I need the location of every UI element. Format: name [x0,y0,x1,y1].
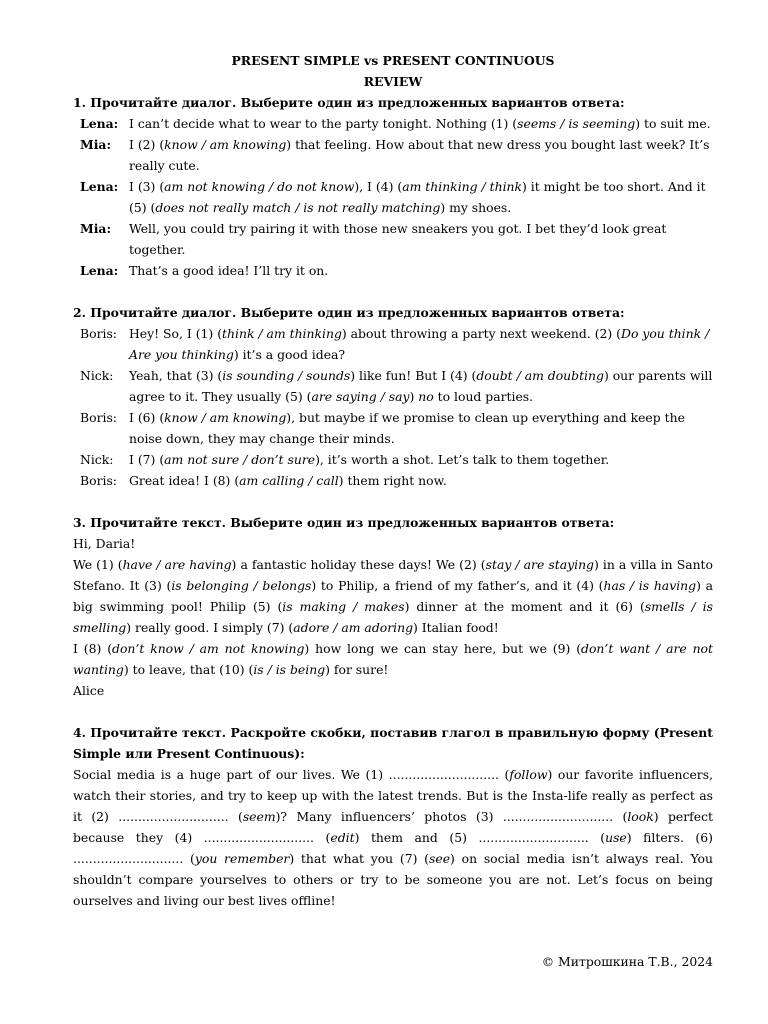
answer-options: follow [509,767,548,782]
answer-options: smells / is smelling [73,599,713,635]
answer-options: does not really match / is not really matching [155,200,441,215]
dialog-line [73,323,713,365]
text-fragment: I (7) ( [129,452,165,467]
text-fragment: ) for sure! [325,662,389,677]
exercise-3-heading: 3. Прочитайте текст. Выберите один из предложенных вариантов ответа: [73,515,615,530]
page-title: PRESENT SIMPLE vs PRESENT CONTINUOUS [231,53,555,68]
exercise-2-dialog [73,323,713,491]
text-fragment: ) them and (5) ............................ ( [354,830,606,845]
text-fragment: ) it’s a good idea? [233,347,346,362]
answer-options: is belonging / belongs [171,578,312,593]
text-fragment: ) in a villa in Santo Stefano. It (3) ( [73,557,713,593]
text-fragment: ) to Philip, a friend of my father’s, and it (4) ( [311,578,604,593]
text-fragment: ) to leave, that (10) ( [123,662,254,677]
answer-options: think / am thinking [222,326,342,341]
speaker-name: Lena: [80,179,119,194]
dialog-text [129,113,713,134]
dialog-text [129,470,713,491]
text-fragment: ) to suit me. [635,116,711,131]
dialog-text [129,365,713,407]
text-fragment: ) like fun! But I (4) ( [350,368,477,383]
text-fragment: ) it might be too short. And it (5) ( [129,179,706,215]
answer-options: don’t want / are not wanting [73,641,713,677]
dialog-text [129,260,713,281]
answer-options: stay / are staying [485,557,594,572]
answer-options: don’t know / am not knowing [112,641,305,656]
text-fragment: ) really good. I simply (7) ( [126,620,294,635]
exercise-2-heading: 2. Прочитайте диалог. Выберите один из предложенных вариантов ответа: [73,305,625,320]
text-fragment: ), I (4) ( [354,179,403,194]
dialog-text [129,134,713,176]
answer-options: is / is being [253,662,326,677]
dialog-line [73,260,713,281]
speaker-name: Nick: [80,368,114,383]
dialog-text [129,407,713,449]
answer-options: use [605,830,627,845]
exercise-3-greeting: Hi, Daria! [73,536,136,551]
dialog-line [73,407,713,449]
text-fragment: )? Many influencers’ photos (3) ............................ ( [275,809,628,824]
answer-options: seems / is seeming [517,116,636,131]
dialog-line [73,365,713,407]
answer-options: am not sure / don’t sure [164,452,316,467]
text-fragment: ), it’s worth a shot. Let’s talk to them together. [315,452,610,467]
answer-options: know / am knowing [164,137,287,152]
exercise-1-heading: 1. Прочитайте диалог. Выберите один из предложенных вариантов ответа: [73,95,625,110]
text-fragment: ) how long we can stay here, but we (9) ( [304,641,582,656]
dialog-line [73,218,713,260]
dialog-line [73,134,713,176]
speaker-name: Mia: [80,221,112,236]
answer-options: doubt / am doubting [476,368,604,383]
answer-options: is making / makes [282,599,405,614]
text-fragment: ) [409,389,419,404]
answer-options: has / is having [603,578,697,593]
answer-options: am calling / call [239,473,339,488]
text-fragment: ) our favorite influencers, watch their stories, and try to keep up with the latest trends. But is the Insta-life really as perfect as it (2) ............................ ( [73,767,714,824]
text-fragment: ) on social media isn’t always real. You shouldn’t compare yourselves to others or try to be someone you are not. Let’s focus on being ourselves and living our best lives offline! [73,851,713,908]
dialog-line [73,176,713,218]
speaker-name: Boris: [80,473,117,488]
text-fragment: ) a fantastic holiday these days! We (2) ( [231,557,486,572]
text-fragment: ), but maybe if we promise to clean up everything and keep the noise down, they may change their minds. [129,410,685,446]
text-fragment: Social media is a huge part of our lives. We (1) ............................ ( [73,767,510,782]
dialog-text [129,176,713,218]
text-fragment: ) about throwing a party next weekend. (2) ( [341,326,622,341]
text-fragment: ) a big swimming pool! Philip (5) ( [73,578,714,614]
answer-options: look [627,809,654,824]
speaker-name: Lena: [80,116,119,131]
text-fragment: I (2) ( [129,137,165,152]
text-fragment: ) dinner at the moment and it (6) ( [404,599,645,614]
answer-options: seem [242,809,276,824]
exercise-4-heading: 4. Прочитайте текст. Раскройте скобки, поставив глагол в правильную форму (Present Simple или Present Continuous): [73,725,713,761]
exercise-1-dialog [73,113,713,281]
speaker-name: Boris: [80,410,117,425]
answer-options: see [429,851,451,866]
dialog-text [129,323,713,365]
dialog-text [129,449,713,470]
answer-options: you remember [194,851,290,866]
speaker-name: Mia: [80,137,112,152]
text-fragment: ) perfect because they (4) ............................ ( [73,809,713,845]
text-fragment: ) Italian food! [413,620,499,635]
text-fragment: Yeah, that (3) ( [129,368,223,383]
page-subtitle: REVIEW [363,74,423,89]
text-fragment: Hey! So, I (1) ( [129,326,223,341]
text-fragment: ) filters. (6) ............................ ( [73,830,713,866]
answer-options: no [418,389,434,404]
answer-options: have / are having [122,557,232,572]
speaker-name: Lena: [80,263,119,278]
speaker-name: Nick: [80,452,114,467]
text-fragment: I (8) ( [73,641,113,656]
text-fragment: ) that what you (7) ( [289,851,430,866]
dialog-line [73,470,713,491]
text-fragment: ) them right now. [338,473,447,488]
answer-options: am not knowing / do not know [164,179,355,194]
exercise-3-signature: Alice [73,683,105,698]
text-fragment: to loud parties. [433,389,534,404]
answer-options: know / am knowing [164,410,287,425]
copyright-footer: © Митрошкина Т.В., 2024 [541,954,713,969]
worksheet [73,50,713,911]
text-fragment: Great idea! I (8) ( [129,473,240,488]
dialog-line [73,449,713,470]
text-fragment: ) our parents will agree to it. They usually (5) ( [129,368,713,404]
text-fragment: Well, you could try pairing it with those new sneakers you got. I bet they’d look great together. [129,221,667,257]
dialog-text [129,218,713,260]
text-fragment: ) my shoes. [440,200,512,215]
text-fragment: I can’t decide what to wear to the party tonight. Nothing (1) ( [129,116,518,131]
answer-options: adore / am adoring [293,620,414,635]
answer-options: Do you think / Are you thinking [129,326,710,362]
speaker-name: Boris: [80,326,117,341]
answer-options: is sounding / sounds [222,368,351,383]
text-fragment: That’s a good idea! I’ll try it on. [129,263,329,278]
text-fragment: I (6) ( [129,410,165,425]
text-fragment: We (1) ( [73,557,123,572]
exercise-3-paragraph-2 [73,638,713,680]
answer-options: edit [330,830,355,845]
exercise-4-paragraph [73,764,713,911]
answer-options: are saying / say [311,389,410,404]
exercise-3-paragraph-1 [73,554,713,638]
text-fragment: ) that feeling. How about that new dress you bought last week? It’s really cute. [129,137,710,173]
text-fragment: I (3) ( [129,179,165,194]
answer-options: am thinking / think [402,179,523,194]
dialog-line [73,113,713,134]
